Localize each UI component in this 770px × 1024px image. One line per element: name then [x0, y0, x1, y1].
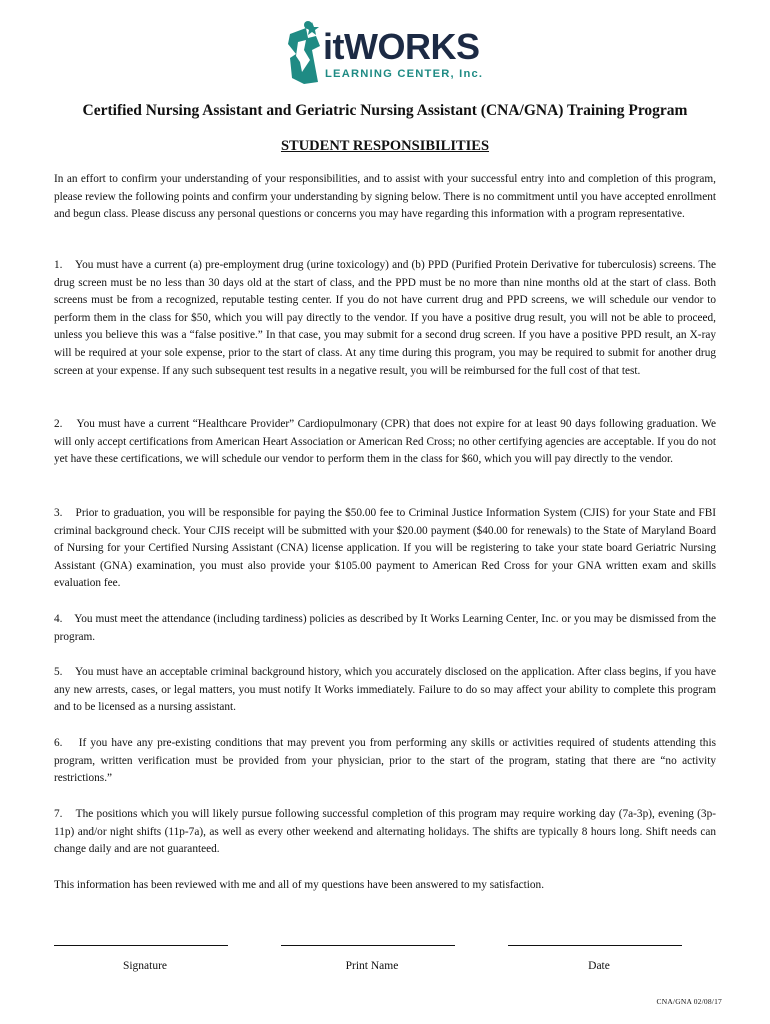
acknowledgement-text: This information has been reviewed with me and all of my questions have been answered to my satisfaction.: [54, 879, 545, 891]
company-logo: [286, 20, 486, 86]
print-name-label: Print Name: [345, 960, 399, 972]
date-label: Date: [588, 960, 610, 972]
item-text: 6. If you have any pre-existing conditions that may prevent you from performing any skills or activities required of students attending this program, written verification must be provided from your physician, prior to the start of the program, stating that there are “no activity restrictions.”: [54, 737, 716, 785]
date-line[interactable]: [508, 945, 682, 946]
item-text: 4. You must meet the attendance (including tardiness) policies as described by It Works Learning Center, Inc. or you may be dismissed from the program.: [54, 613, 716, 643]
acknowledgement-paragraph: [54, 877, 716, 895]
section-heading: STUDENT RESPONSIBILITIES: [280, 138, 490, 154]
responsibility-item-2: [54, 416, 716, 469]
intro-text: In an effort to confirm your understanding of your responsibilities, and to assist with your successful entry into and completion of this program, please review the following points and confirm your understanding by signing below. There is no commitment until you have accepted enrollment and begun class. Please discuss any personal questions or concerns you may have regarding this information with a program representative.: [54, 173, 716, 221]
print-name-line[interactable]: [281, 945, 455, 946]
logo-tagline: LEARNING CENTER, Inc.: [325, 68, 484, 80]
item-text: 7. The positions which you will likely pursue following successful completion of this program may require working day (7a-3p), evening (3p-11p) and/or night shifts (11p-7a), as well as every other weekend and alternating holidays. The shifts are typically 8 hours long. Shift needs can change daily and are not guaranteed.: [54, 808, 716, 856]
document-title: Certified Nursing Assistant and Geriatric Nursing Assistant (CNA/GNA) Training Program: [82, 102, 688, 119]
logo-wordmark-prefix: it: [323, 26, 344, 67]
item-text: 2. You must have a current “Healthcare Provider” Cardiopulmonary (CPR) that does not expire for at least 90 days following graduation. We will only accept certifications from American Heart Association or American Red Cross; no other certifying agencies are acceptable. If you do not yet have these certifications, we will schedule our vendor to perform them in the class for $60, which you will pay directly to the vendor.: [54, 418, 716, 466]
responsibility-item-6: [54, 735, 716, 788]
item-text: 5. You must have an acceptable criminal background history, which you accurately disclosed on the application. After class begins, if you have any new arrests, cases, or legal matters, you must notify It Works immediately. Failure to do so may affect your ability to complete this program and to be licensed as a nursing assistant.: [54, 666, 716, 714]
responsibility-item-3: [54, 505, 716, 593]
responsibility-item-1: [54, 257, 716, 380]
intro-paragraph: [54, 171, 716, 224]
logo-figure-icon: [286, 20, 322, 84]
signature-line[interactable]: [54, 945, 228, 946]
responsibility-item-7: [54, 806, 716, 859]
logo-wordmark: [323, 28, 480, 66]
form-code: CNA/GNA 02/08/17: [656, 997, 722, 1006]
responsibility-item-4: [54, 611, 716, 646]
signature-label: Signature: [122, 960, 168, 972]
item-text: 1. You must have a current (a) pre-employment drug (urine toxicology) and (b) PPD (Purified Protein Derivative for tuberculosis) screens. The drug screen must be no less than 30 days old at the start of class, and the PPD must be no more than nine months old at the start of class. Both screens must be from a recognized, reputable testing center. If you do not have current drug and PPD screens, we will schedule our vendor to perform them in the class for $50, which you will pay directly to the vendor. If you have a positive drug result, you will not be able to proceed, unless you believe this was a “false positive.” In that case, you may submit for a second drug screen. If you have a positive PPD result, an X-ray will be required at your sole expense, prior to the start of class. At any time during this program, you may be required to submit for another drug screen at your expense. If any such subsequent test results in a negative result, you will be reimbursed for the full cost of that test.: [54, 259, 716, 377]
item-text: 3. Prior to graduation, you will be responsible for paying the $50.00 fee to Criminal Justice Information System (CJIS) for your State and FBI criminal background check. Your CJIS receipt will be submitted with your $20.00 payment ($40.00 for renewals) to the State of Maryland Board of Nursing for your Certified Nursing Assistant (CNA) license application. If you will be registering to take your state board Geriatric Nursing Assistant (GNA) examination, you must also provide your $105.00 payment to American Red Cross for your GNA written exam and skills evaluation fee.: [54, 507, 716, 590]
logo-wordmark-main: WORKS: [344, 26, 480, 67]
responsibility-item-5: [54, 664, 716, 717]
